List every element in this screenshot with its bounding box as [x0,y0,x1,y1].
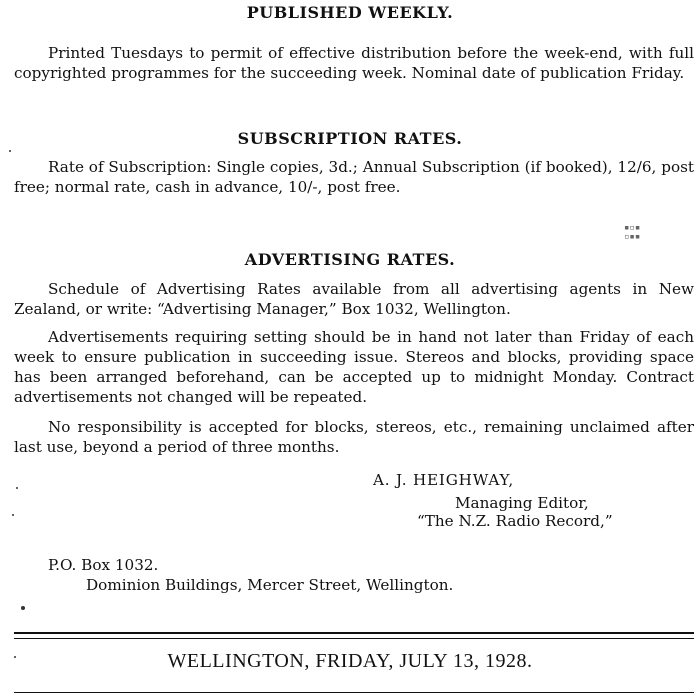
ink-speck [9,150,11,152]
advertising-paragraph-schedule: Schedule of Advertising Rates available from all advertising agents in New Zealand, or write: “Advertising Manager,” Box 1032, Wellington. [14,280,694,318]
po-box: P.O. Box 1032. [48,556,159,574]
divider-rule-top [14,632,694,634]
footer-rule [14,692,694,693]
subscription-rates-paragraph: Rate of Subscription: Single copies, 3d.; Annual Subscription (if booked), 12/6, post free; normal rate, cash in advance, 10/-, post free. [14,158,694,196]
published-weekly-paragraph: Printed Tuesdays to permit of effective distribution before the week-end, with full copyrighted programmes for the succeeding week. Nominal date of publication Friday. [14,44,694,82]
advertising-paragraph-setting: Advertisements requiring setting should be in hand not later than Friday of each week to ensure publication in succeeding issue. Stereos and blocks, providing space has been arranged beforehand, can be accepted up to midnight Monday. Contract advertisements not changed will be repeated. [14,328,694,406]
editor-name: A. J. HEIGHWAY, [373,471,514,489]
street-address: Dominion Buildings, Mercer Street, Wellington. [86,576,454,594]
subscription-rates-heading: SUBSCRIPTION RATES. [237,129,463,148]
divider-rule-bottom [14,638,694,639]
dateline: WELLINGTON, FRIDAY, JULY 13, 1928. [167,650,533,672]
advertising-paragraph-responsibility: No responsibility is accepted for blocks, stereos, etc., remaining unclaimed after last use, beyond a period of three months. [14,418,694,456]
editor-title: Managing Editor, [455,494,589,512]
ink-speck [12,514,14,516]
publication-name: “The N.Z. Radio Record,” [417,512,613,530]
ink-speck [21,606,25,610]
advertising-rates-heading: ADVERTISING RATES. [244,250,456,269]
published-weekly-heading: PUBLISHED WEEKLY. [246,3,454,22]
ink-speck [14,656,16,658]
print-smudge: ▪▫▪ ▫▪▪ [624,223,641,242]
ink-speck [16,487,18,489]
